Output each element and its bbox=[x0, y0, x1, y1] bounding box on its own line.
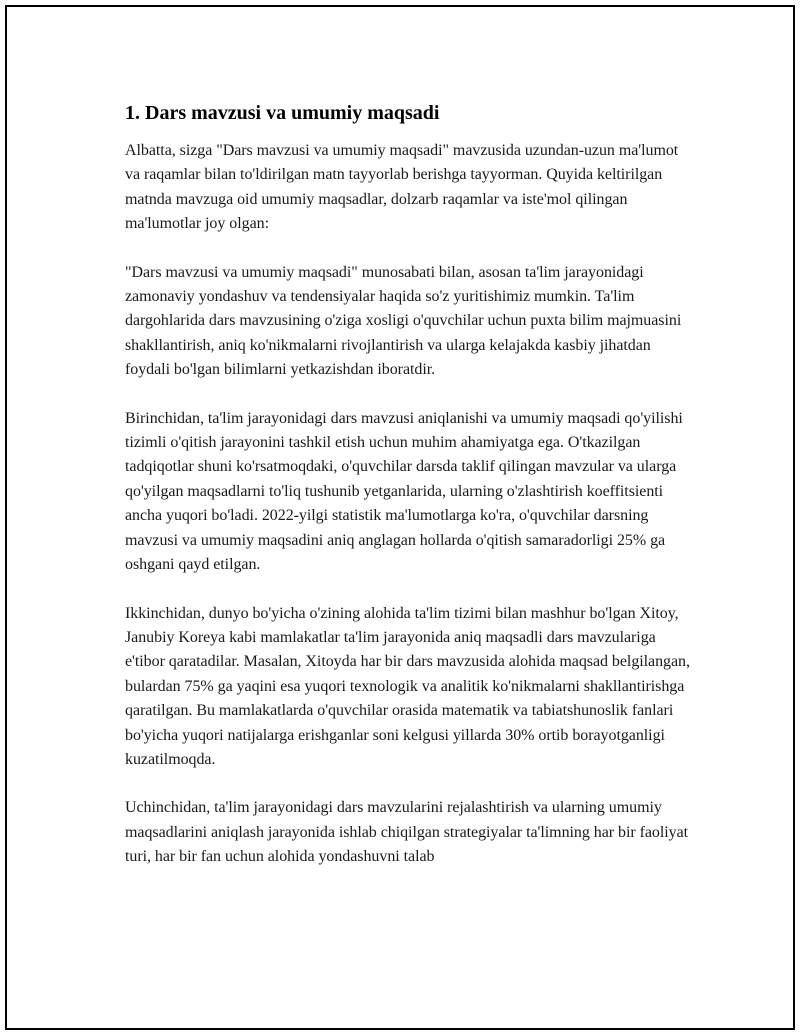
page-frame bbox=[5, 5, 795, 1030]
paragraph-intro: Albatta, sizga "Dars mavzusi va umumiy maqsadi" mavzusida uzundan-uzun ma'lumot va raqamlar bilan to'ldirilgan matn tayyorlab berishga tayyorman. Quyida keltirilgan matnda mavzuga oid umumiy maqsadlar, dolzarb raqamlar va iste'mol qilingan ma'lumotlar joy olgan: bbox=[125, 142, 679, 233]
paragraph-secondly: Ikkinchidan, dunyo bo'yicha o'zining alohida ta'lim tizimi bilan mashhur bo'lgan Xitoy, Janubiy Koreya kabi mamlakatlar ta'lim jarayonida aniq maqsadli dars mavzulariga e'tibor qaratadilar. Masalan, Xitoyda har bir dars mavzusida alohida maqsad belgilangan, bulardan 75% ga yaqini esa yuqori texnologik va analitik ko'nikmalarni shakllantirishga qaratilgan. Bu mamlakatlarda o'quvchilar orasida matematik va tabiatshunoslik fanlari bo'yicha yuqori natijalarga erishganlar soni kelgusi yillarda 30% ortib borayotganligi kuzatilmoqda. bbox=[125, 604, 690, 768]
paragraph-firstly: Birinchidan, ta'lim jarayonidagi dars mavzusi aniqlanishi va umumiy maqsadi qo'yilishi tizimli o'qitish jarayonini tashkil etish uchun muhim ahamiyatga ega. O'tkazilgan tadqiqotlar shuni ko'rsatmoqdaki, o'quvchilar darsda taklif qilingan mavzular va ularga qo'yilgan maqsadlarni to'liq tushunib yetganlarida, ularning o'zlashtirish koeffitsienti ancha yuqori bo'ladi. 2022-yilgi statistik ma'lumotlarga ko'ra, o'quvchilar darsning mavzusi va umumiy maqsadini aniq anglagan hollarda o'qitish samaradorligi 25% ga oshgani qayd etilgan. bbox=[125, 409, 683, 574]
document-body bbox=[125, 99, 697, 870]
paragraph-topic-relation: "Dars mavzusi va umumiy maqsadi" munosabati bilan, asosan ta'lim jarayonidagi zamonaviy yondashuv va tendensiyalar haqida so'z yuritishimiz mumkin. Ta'lim dargohlarida dars mavzusining o'ziga xosligi o'quvchilar uchun puxta bilim majmuasini shakllantirish, aniq ko'nikmalarni rivojlantirish va ularga kelajakda kasbiy jihatdan foydali bo'lgan bilimlarni yetkazishdan iboratdir. bbox=[125, 263, 682, 379]
paragraph-thirdly: Uchinchidan, ta'lim jarayonidagi dars mavzularini rejalashtirish va ularning umumiy maqsadlarini aniqlash jarayonida ishlab chiqilgan strategiyalar ta'limning har bir faoliyat turi, har bir fan uchun alohida yondashuvni talab bbox=[125, 799, 689, 866]
section-heading: 1. Dars mavzusi va umumiy maqsadi bbox=[125, 102, 440, 124]
